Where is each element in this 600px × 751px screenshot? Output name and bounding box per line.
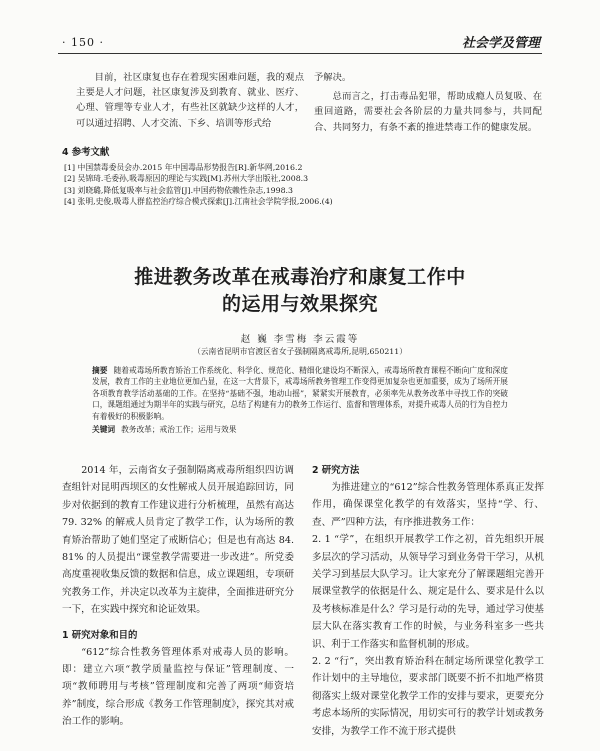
reference-item: [4] 张明,史俊,吸毒人群监控治疗综合模式探索[J].江南社会学院学报,2006.(4): [64, 196, 333, 206]
reference-item: [3] 刘晓璐,降低复吸率与社会监管[J].中国药物依赖性杂志,1998.3: [64, 185, 293, 195]
article-title-line-2: 的运用与效果探究: [221, 293, 378, 315]
section-2-1-paragraph: 2. 1 “学”，在组织开展教学工作之初，首先组织开展多层次的学习活动，从领导学习到业务骨干学习，从机关学习到基层大队学习。让大家充分了解课题组完善开展课堂教学的依据是什么、规定是什么、要求是什么以及考核标准是什么？学习是行动的先导，通过学习使基层大队在落实教育工作的时候，与业务科室多一些共识、利于工作落实和监督机制的形成。: [312, 534, 544, 650]
abstract-block: [92, 365, 508, 435]
article-affiliation: （云南省昆明市官渡区省女子强制隔离戒毒所,昆明,650211）: [192, 347, 408, 356]
references-list: [64, 162, 544, 207]
article-title-line-1: 推进教务改革在戒毒治疗和康复工作中: [134, 266, 466, 288]
references-heading: 4 参考文献: [62, 147, 110, 158]
body-left-column: [62, 462, 294, 731]
section-1-paragraph: “612”综合性教务管理体系对戒毒人员的影响。即：建立六项“教学质量监控与保证”管理制度、一项“教师聘用与考核”管理制度和完善了两项“师资培养”制度，综合形成《教务工作管理制度》，探究其对戒治工作的影响。: [62, 646, 294, 728]
prev-article-right-column: [314, 70, 542, 135]
section-2-paragraph-1: 为推进建立的“612”综合性教务管理体系真正发挥作用，确保课堂化教学的有效落实，坚持“学、行、查、严”四种方法，有序推进教务工作：: [312, 482, 544, 528]
intro-paragraph: 2014 年，云南省女子强制隔离戒毒所组织四访调查组针对昆明西坝区的女性解戒人员开展追踪回访，同步对依据到的教育工作建议进行分析梳理，虽然有高达 79. 32% 的解戒人员肯定了教学工作，认为场所的教育矫治帮助了她们坚定了戒断信心；但是也有高达 84. 81% 的人员提出“课堂教学需要进一步改进”。所党委高度重视收集反馈的数据和信息，成立课题组，专项研究教务工作，并决定以改革为主旋律，全面推进研究分一下，在实践中探究和论证效果。: [62, 465, 294, 616]
keywords-label: 关键词: [92, 425, 116, 435]
body-right-column: [312, 462, 544, 740]
section-2-2-paragraph: 2. 2 “行”，突出教育矫治科在制定场所课堂化教学工作计划中的主导地位，要求部门既要不折不扣地严格贯彻落实上级对课堂化教学工作的安排与要求，更要充分考虑本场所的实际情况，用切实可行的教学计划或教务安排，为教学工作不流于形式提供: [312, 656, 544, 737]
reference-item: [2] 吴锦琦.毛委孙,吸毒原因的理论与实践[M].苏州大学出版社,2008.3: [64, 174, 309, 184]
header-rule: [58, 53, 542, 54]
abstract-label: 摘要: [92, 366, 108, 375]
section-2-heading: 2 研究方法: [312, 465, 360, 476]
reference-item: [1] 中国禁毒委员会办.2015 年中国毒品形势报告[R].新华网,2016.2: [64, 163, 303, 172]
journal-title: 社会学及管理: [461, 36, 540, 51]
abstract-text: 随着戒毒场所教育矫治工作系统化、科学化、规范化、精细化建设均不断深入，戒毒场所教育课程不断向广度和深度发展，教育工作的主业地位更加凸显，在这一大背景下，戒毒场所教务管理工作变得更加复杂也更加重要，成为了场所开展各项教育教学活动基础的工作。在坚持“基础不强，地动山摇”，紧紧实开展教育，必须率先从教务改革中寻找工作的突破口，课题组通过为期半年的实践与研究，总结了构建有力的教务工作运行、监督和管理体系，对提升戒毒人员的行为自控力有着极好的积极影响。: [92, 366, 508, 421]
section-1-heading: 1 研究对象和目的: [62, 629, 138, 641]
page-number: · 150 ·: [62, 36, 104, 49]
prev-article-right-paragraph-1: 予解决。: [314, 72, 352, 83]
article-authors: 赵 巍 李雪梅 李云霞等: [240, 334, 360, 345]
keywords-text: 教务改革；戒治工作；运用与效果: [121, 425, 237, 435]
prev-article-right-paragraph-2: 总而言之，打击毒品犯罪，帮助成瘾人员复吸、在重回道路，需要社会各阶层的力量共同参与，共同配合、共同努力，有条不紊的推进禁毒工作的健康发展。: [314, 91, 542, 133]
prev-article-left-column: [76, 70, 304, 131]
prev-article-left-paragraph: 目前，社区康复也存在着现实困难问题，我的观点主要是人才问题，社区康复涉及到教育、就业、医疗、心理、管理等专业人才，有些社区就缺少这样的人才，可以通过招聘、人才交流、下乡、培训等形式给: [76, 72, 304, 129]
